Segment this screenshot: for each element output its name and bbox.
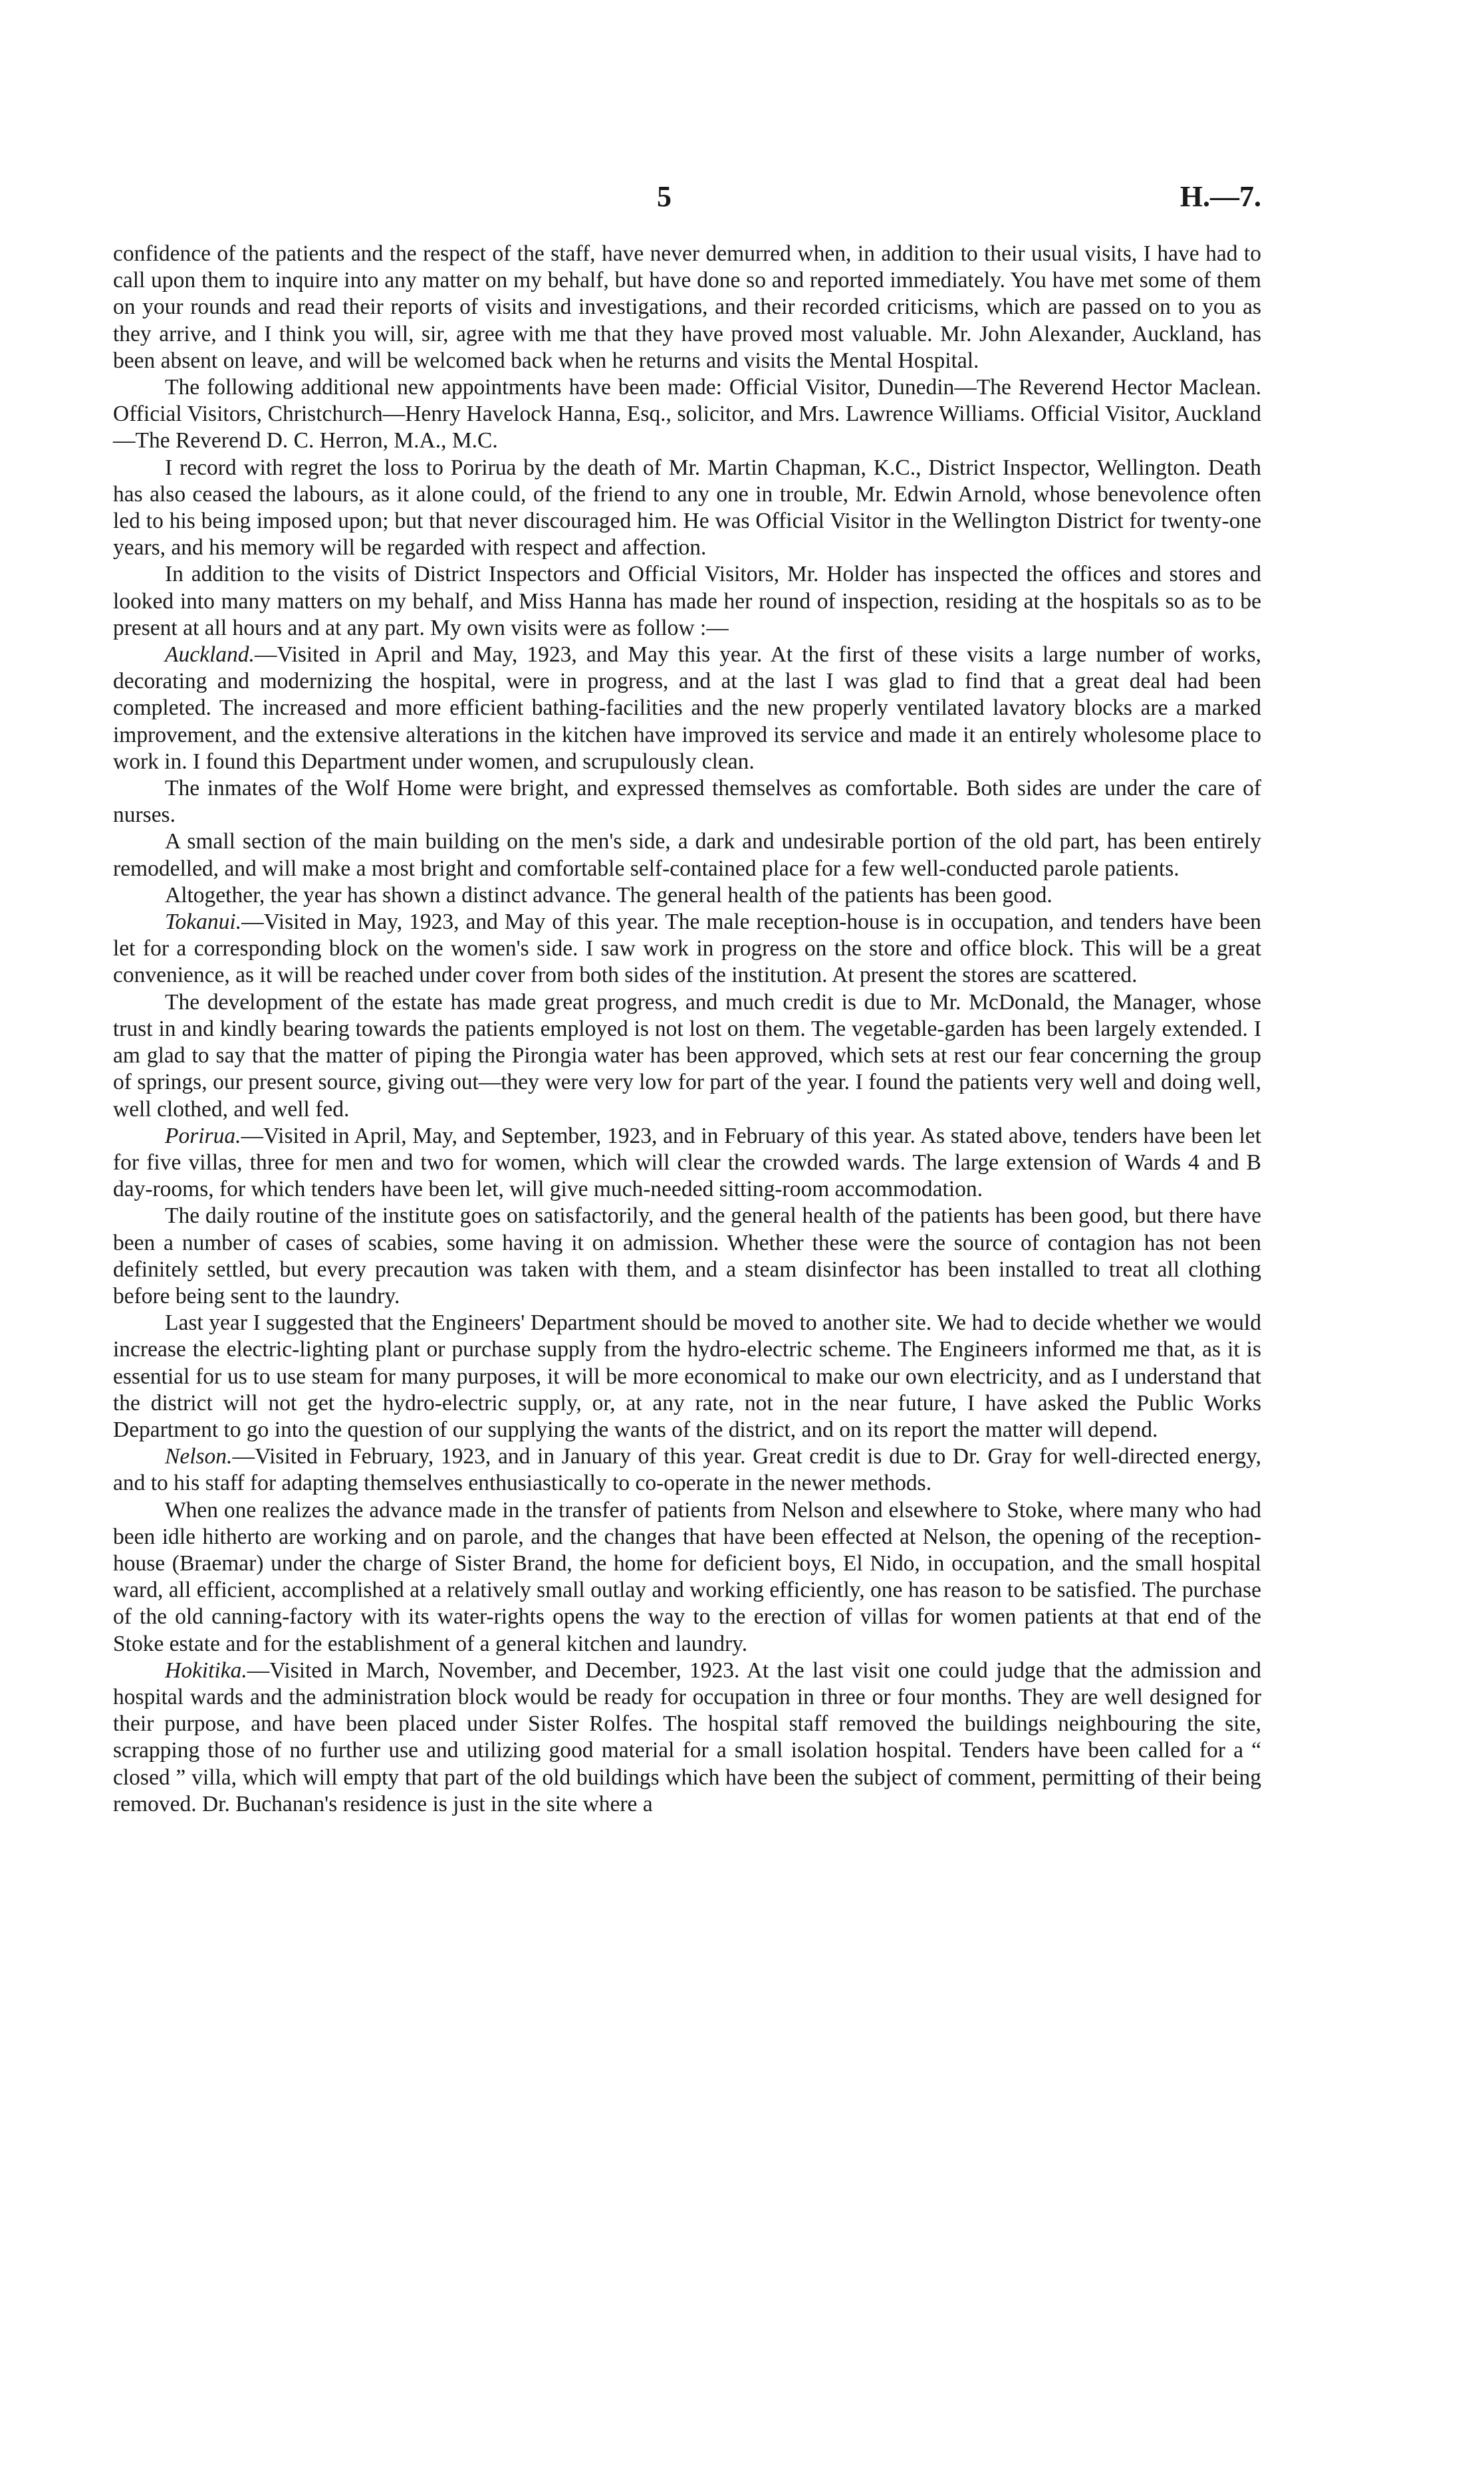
paragraph [113, 1310, 1261, 1443]
paragraph-hokitika [113, 1658, 1261, 1818]
place-heading: Hokitika. [165, 1658, 247, 1683]
paragraph-text: The development of the estate has made great progress, and much credit is due to Mr. McDonald, the Manager, whose trust in and kindly bearing towards the patients employed is not lost on them. The vegetable-garden has been largely extended. I am glad to say that the matter of piping the Pirongia water has been approved, which sets at rest our fear concerning the group of springs, our present source, giving out—they were very low for part of the year. I found the patients very well and doing well, well clothed, and well fed. [113, 989, 1261, 1122]
paragraph-tokanui [113, 909, 1261, 989]
paragraph-text: When one realizes the advance made in the transfer of patients from Nelson and elsewhere to Stoke, where many who had been idle hitherto are working and on parole, and the changes that have been effected at Nelson, the opening of the reception-house (Braemar) under the charge of Sister Brand, the home for deficient boys, El Nido, in occupation, and the small hospital ward, all efficient, accomplished at a relatively small outlay and working efficiently, one has reason to be satisfied. The purchase of the old canning-factory with its water-rights opens the way to the erection of villas for women patients at that end of the Stoke estate and for the establishment of a general kitchen and laundry. [113, 1497, 1261, 1656]
paragraph-text: A small section of the main building on the men's side, a dark and undesirable portion of the old part, has been entirely remodelled, and will make a most bright and comfortable self-contained place for a few well-conducted parole patients. [113, 829, 1261, 881]
paragraph [113, 561, 1261, 642]
paragraph [113, 241, 1261, 374]
place-heading: Porirua. [165, 1123, 241, 1148]
page-header [113, 180, 1261, 226]
paragraph [113, 374, 1261, 455]
paragraph-text: Altogether, the year has shown a distinct advance. The general health of the patients has been good. [165, 882, 1052, 908]
page-number: 5 [657, 180, 672, 213]
paragraph-text: I record with regret the loss to Porirua by the death of Mr. Martin Chapman, K.C., District Inspector, Wellington. Death has also ceased the labours, as it alone could, of the friend to any one in trouble, Mr. Edwin Arnold, whose benevolence often led to his being imposed upon; but that never discouraged him. He was Official Visitor in the Wellington District for twenty-one years, and his memory will be regarded with respect and affection. [113, 455, 1261, 560]
paragraph-text: The inmates of the Wolf Home were bright, and expressed themselves as comfortable. Both sides are under the care of nurses. [113, 776, 1261, 828]
paragraph-text: confidence of the patients and the respect of the staff, have never demurred when, in addition to their usual visits, I have had to call upon them to inquire into any matter on my behalf, but have done so and reported immediately. You have met some of them on your rounds and read their reports of visits and investigations, and their recorded criticisms, which are passed on to you as they arrive, and I think you will, sir, agree with me that they have proved most valuable. Mr. John Alexander, Auckland, has been absent on leave, and will be welcomed back when he returns and visits the Mental Hospital. [113, 241, 1261, 373]
paragraph-porirua [113, 1123, 1261, 1203]
paragraph-text: The daily routine of the institute goes on satisfactorily, and the general health of the patients has been good, but there have been a number of cases of scabies, some having it on admission. Whether these were the source of contagion has not been definitely settled, but every precaution was taken with them, and a steam disinfector has been installed to treat all clothing before being sent to the laundry. [113, 1203, 1261, 1308]
paragraph [113, 1203, 1261, 1310]
paragraph [113, 882, 1261, 909]
place-heading: Nelson. [165, 1444, 233, 1469]
paragraph-nelson [113, 1443, 1261, 1497]
paragraph [113, 828, 1261, 882]
paragraph [113, 989, 1261, 1123]
paragraph [113, 775, 1261, 828]
place-heading: Tokanui. [165, 910, 242, 935]
paragraph-auckland [113, 642, 1261, 775]
paragraph [113, 1497, 1261, 1658]
paragraph-text: —Visited in May, 1923, and May of this year. The male reception-house is in occupation, and tenders have been let for a corresponding block on the women's side. I saw work in progress on the store and office block. This will be a great convenience, as it will be reached under cover from both sides of the institution. At present the stores are scattered. [113, 910, 1261, 988]
paragraph-text: —Visited in April, May, and September, 1923, and in February of this year. As stated above, tenders have been let for five villas, three for men and two for women, which will clear the crowded wards. The large extension of Wards 4 and B day-rooms, for which tenders have been let, will give much-needed sitting-room accommodation. [113, 1123, 1261, 1202]
place-heading: Auckland. [165, 642, 255, 668]
paragraph-text: —Visited in February, 1923, and in January of this year. Great credit is due to Dr. Gray for well-directed energy, and to his staff for adapting themselves enthusiastically to co-operate in the newer methods. [113, 1444, 1261, 1496]
paragraph-text: —Visited in April and May, 1923, and May this year. At the first of these visits a large number of works, decorating and modernizing the hospital, were in progress, and at the last I was glad to find that a great deal had been completed. The increased and more efficient bathing-facilities and the new properly ventilated lavatory blocks are a marked improvement, and the extensive alterations in the kitchen have improved its service and made it an entirely wholesome place to work in. I found this Department under women, and scrupulously clean. [113, 642, 1261, 774]
report-code: H.—7. [1179, 180, 1261, 213]
paragraph-text: —Visited in March, November, and December, 1923. At the last visit one could judge that the admission and hospital wards and the administration block would be ready for occupation in three or four months. They are well designed for their purpose, and have been placed under Sister Rolfes. The hospital staff removed the buildings neighbouring the site, scrapping those of no further use and utilizing good material for a small isolation hospital. Tenders have been called for a “ closed ” villa, which will empty that part of the old buildings which have been the subject of comment, permitting of their being removed. Dr. Buchanan's residence is just in the site where a [113, 1658, 1261, 1816]
paragraph-text: In addition to the visits of District Inspectors and Official Visitors, Mr. Holder has inspected the offices and stores and looked into many matters on my behalf, and Miss Hanna has made her round of inspection, residing at the hospitals so as to be present at all hours and at any part. My own visits were as follow :— [113, 562, 1261, 640]
report-body [113, 241, 1261, 1818]
paragraph-text: The following additional new appointments have been made: Official Visitor, Dunedin—The Reverend Hector Maclean. Official Visitors, Christchurch—Henry Havelock Hanna, Esq., solicitor, and Mrs. Lawrence Williams. Official Visitor, Auckland—The Reverend D. C. Herron, M.A., M.C. [113, 375, 1261, 453]
paragraph [113, 455, 1261, 562]
paragraph-text: Last year I suggested that the Engineers' Department should be moved to another site. We had to decide whether we would increase the electric-lighting plant or purchase supply from the hydro-electric scheme. The Engineers informed me that, as it is essential for us to use steam for many purposes, it will be more economical to make our own electricity, and as I understand that the district will not get the hydro-electric supply, or, at any rate, not in the near future, I have asked the Public Works Department to go into the question of our supplying the wants of the district, and on its report the matter will depend. [113, 1310, 1261, 1442]
